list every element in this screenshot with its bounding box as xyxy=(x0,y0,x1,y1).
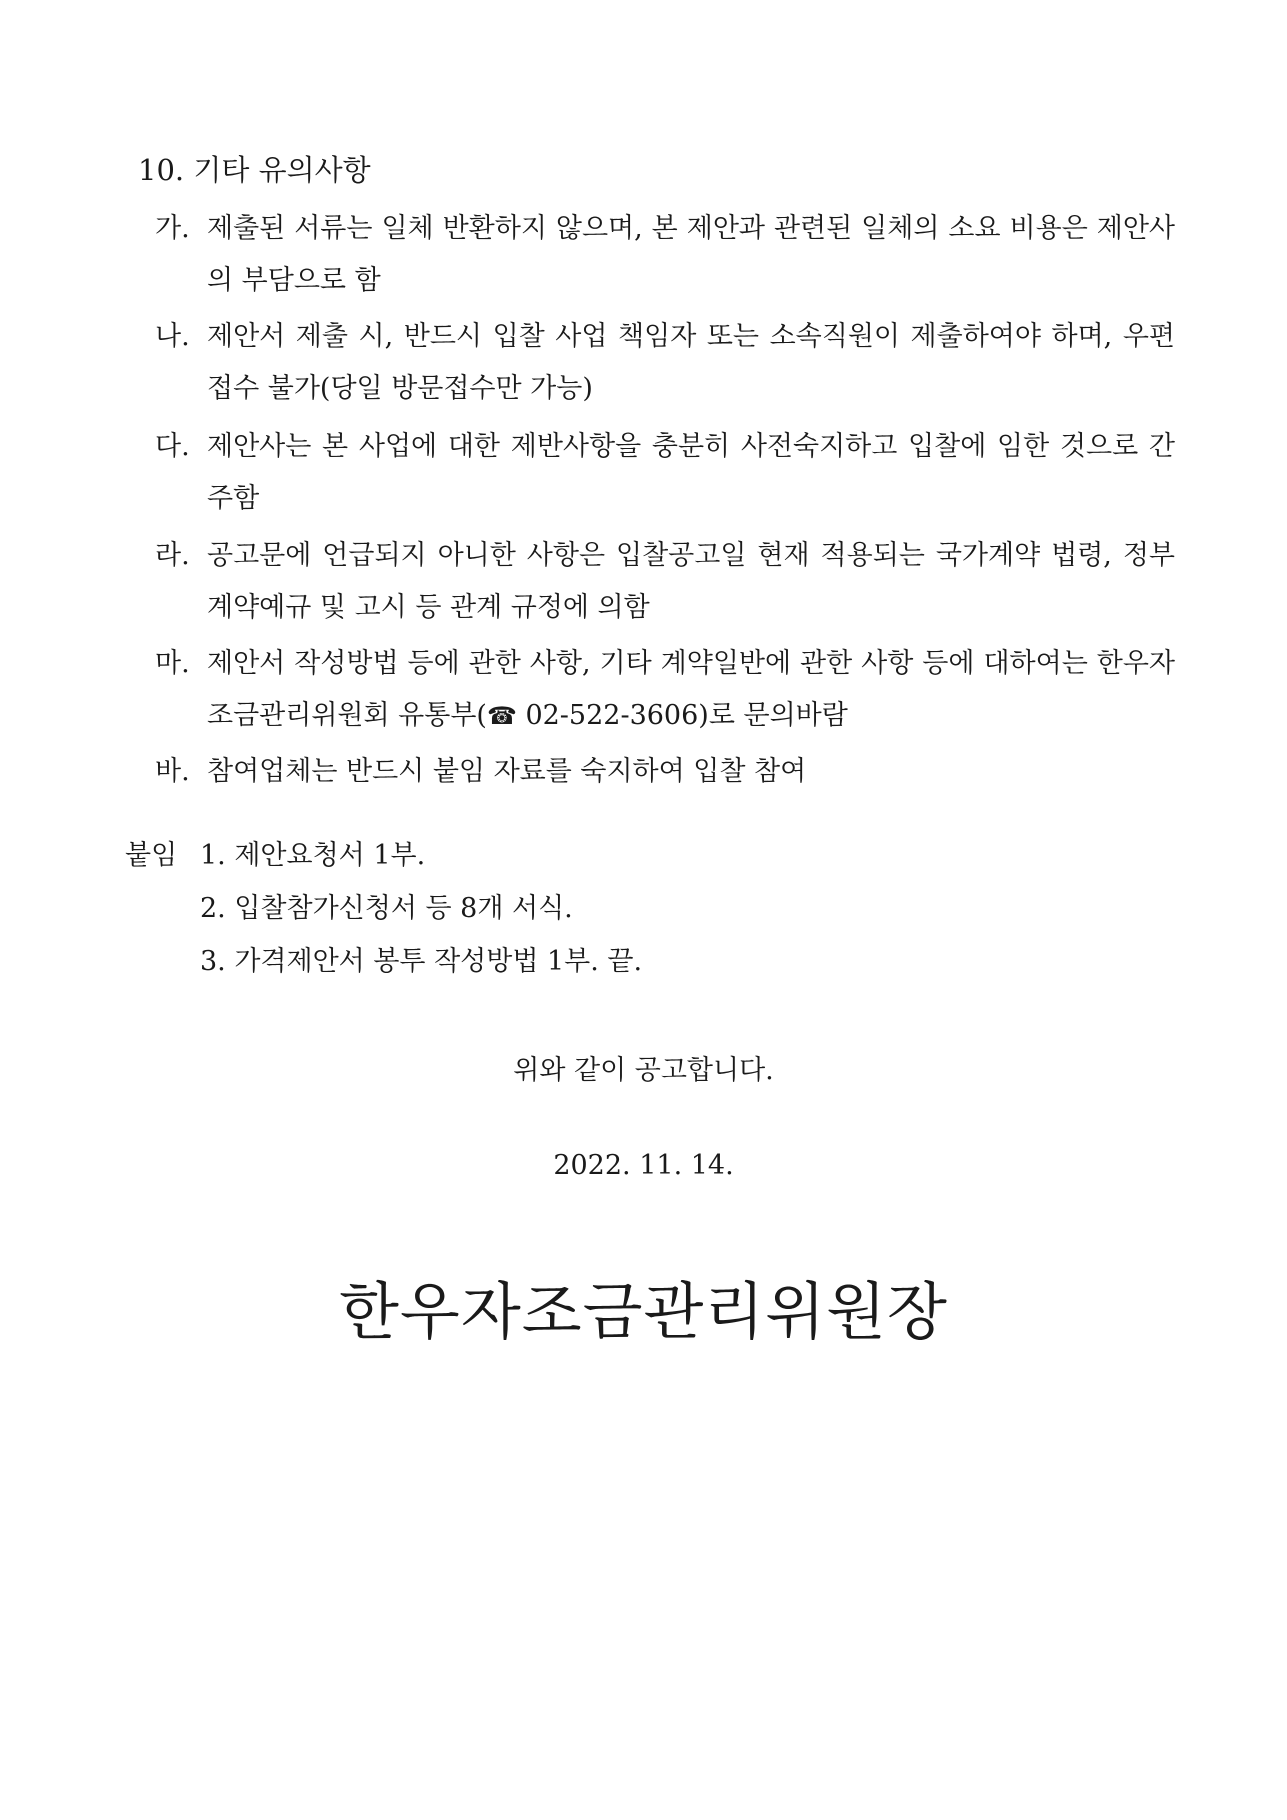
item-text xyxy=(207,638,1175,742)
section-number: 10. xyxy=(138,153,185,187)
item-marker: 마. xyxy=(155,648,190,679)
item-text-after: )로 문의바람 xyxy=(698,700,848,731)
item-marker: 바. xyxy=(155,756,190,787)
phone-icon: ☎ xyxy=(486,702,517,730)
issuer-name: 한우자조금관리위원장 xyxy=(339,1275,948,1348)
closing-statement: 위와 같이 공고합니다. xyxy=(513,1055,774,1086)
notice-item-na xyxy=(155,311,1175,415)
item-text: 참여업체는 반드시 붙임 자료를 숙지하여 입찰 참여 xyxy=(207,756,807,787)
attachment-line: 3. 가격제안서 봉투 작성방법 1부. 끝. xyxy=(200,946,643,977)
item-marker: 나. xyxy=(155,321,190,352)
notice-item-ba xyxy=(155,746,1175,798)
section-heading xyxy=(138,150,371,190)
notice-item-ra xyxy=(155,530,1175,634)
phone-number: 02-522-3606 xyxy=(525,700,699,731)
item-text: 제출된 서류는 일체 반환하지 않으며, 본 제안과 관련된 일체의 소요 비용은 제안사의 부담으로 함 xyxy=(207,213,1175,296)
item-marker: 가. xyxy=(155,213,190,244)
notice-item-ma xyxy=(155,638,1175,742)
item-marker: 다. xyxy=(155,431,190,462)
attachment-line: 2. 입찰참가신청서 등 8개 서식. xyxy=(200,893,573,924)
attachments-label: 붙임 xyxy=(125,840,178,871)
item-text: 제안사는 본 사업에 대한 제반사항을 충분히 사전숙지하고 입찰에 임한 것으로 간주함 xyxy=(207,431,1175,514)
section-title-text: 기타 유의사항 xyxy=(193,153,371,187)
attachment-line: 1. 제안요청서 1부. xyxy=(200,840,426,871)
item-text: 공고문에 언급되지 아니한 사항은 입찰공고일 현재 적용되는 국가계약 법령, 정부 계약예규 및 고시 등 관계 규정에 의함 xyxy=(207,540,1175,623)
item-marker: 라. xyxy=(155,540,190,571)
notice-item-ga xyxy=(155,203,1175,307)
notice-item-da xyxy=(155,421,1175,525)
notice-date: 2022. 11. 14. xyxy=(553,1150,734,1181)
item-text-before: 제안서 작성방법 등에 관한 사항, 기타 계약일반에 관한 사항 등에 대하여는 한우자조금관리위원회 유통부( xyxy=(207,648,1175,731)
item-text: 제안서 제출 시, 반드시 입찰 사업 책임자 또는 소속직원이 제출하여야 하며, 우편접수 불가(당일 방문접수만 가능) xyxy=(207,321,1175,404)
